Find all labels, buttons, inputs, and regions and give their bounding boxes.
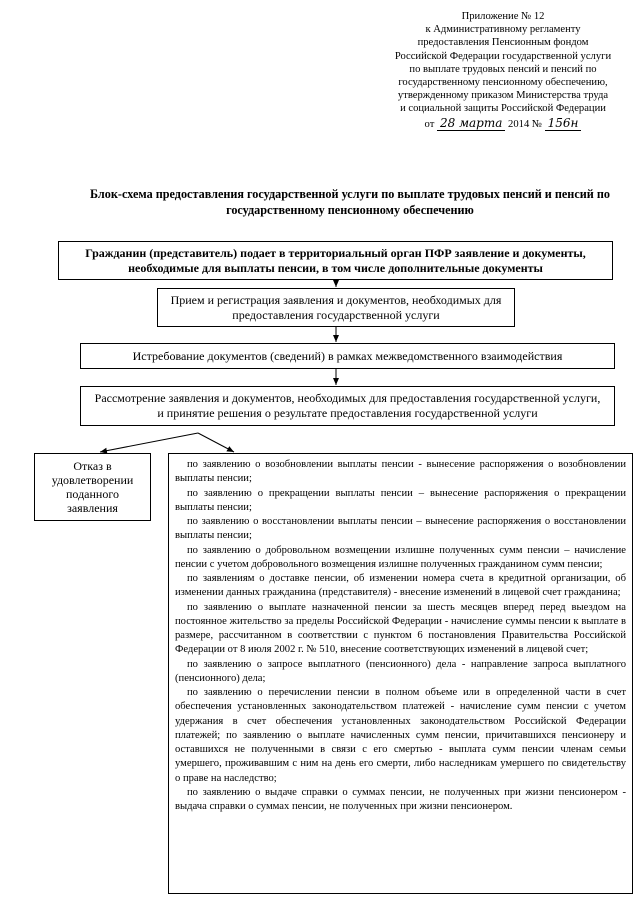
step-refusal xyxy=(34,453,151,521)
date-year: 2014 № xyxy=(508,118,542,130)
step-reception-registration xyxy=(157,288,515,327)
step-document-request xyxy=(80,343,615,369)
appendix-line: и социальной защиты Российской Федерации xyxy=(400,103,606,115)
appendix-line: предоставления Пенсионным фондом xyxy=(417,37,589,49)
action-item: по заявлению о возобновлении выплаты пенсии - вынесение распоряжения о возобновлении выплаты пенсии; xyxy=(175,459,626,485)
arrow-review-to-actions xyxy=(198,433,234,452)
action-item: по заявлению о перечислении пенсии в полном объеме или в определенной части в счет обеспечения установленных законодательством платежей - начисление сумм пенсии с учетом удержания в счет обеспечения установленных законодательством Российской Федерации платежей; по заявлению о выплате начисленных сумм пенсии, причитавшихся пенсионеру и оставшихся не полученными в связи с его смертью - выплата сумм пенсии членам семьи умершего, проживавшим с ним на день его смерти, либо наследникам умершего по свидетельству о праве на наследство; xyxy=(175,687,626,784)
action-item: по заявлению о добровольном возмещении излишне полученных сумм пенсии – начисление пенсии с учетом добровольного возмещения излишне полученных гражданином сумм пенсии; xyxy=(175,544,626,570)
appendix-line: государственному пенсионному обеспечению, xyxy=(398,77,608,89)
step-citizen-application xyxy=(58,241,613,280)
action-item: по заявлению о выдаче справки о суммах пенсии, не полученных при жизни пенсионером - выдача справки о суммах пенсии, не полученных при жизни пенсионером. xyxy=(175,786,626,812)
appendix-line: к Административному регламенту xyxy=(425,24,581,36)
date-prefix: от xyxy=(424,118,435,130)
step-refusal-text: Отказ в удовлетворении поданного заявления xyxy=(51,459,134,515)
arrow-review-to-refusal xyxy=(100,433,198,452)
action-item: по заявлениям о доставке пенсии, об изменении номера счета в кредитной организации, об изменении данных гражданина (представителя) - внесение изменений в лицевой счет гражданина; xyxy=(175,573,626,599)
handwritten-date: 28 марта xyxy=(437,117,505,131)
step-citizen-text: Гражданин (представитель) подает в территориальный орган ПФР заявление и документы, необходимые для выплаты пенсии, в том числе дополнительные документы xyxy=(85,245,586,275)
appendix-date-line xyxy=(372,117,634,131)
appendix-line: Российской Федерации государственной услуги xyxy=(394,50,612,62)
step-actions-list xyxy=(168,453,633,894)
step-reception-text: Прием и регистрация заявления и документов, необходимых для предоставления государственной услуги xyxy=(170,292,502,322)
appendix-header xyxy=(372,10,634,131)
handwritten-number: 156н xyxy=(545,117,582,131)
action-item: по заявлению о восстановлении выплаты пенсии – вынесение распоряжения о восстановлении выплаты пенсии; xyxy=(175,516,626,542)
step-request-text: Истребование документов (сведений) в рамках межведомственного взаимодействия xyxy=(132,348,563,363)
action-item: по заявлению о запросе выплатного (пенсионного) дела - направление запроса выплатного (пенсионного) дела; xyxy=(175,658,626,684)
step-review-decision xyxy=(80,386,615,426)
document-title: Блок-схема предоставления государственной услуги по выплате трудовых пенсий и пенсий по государственному пенсионному обеспечению xyxy=(90,187,610,217)
appendix-line: по выплате трудовых пенсий и пенсий по xyxy=(409,63,597,75)
action-item: по заявлению о выплате назначенной пенсии за шесть месяцев вперед перед выездом на постоянное жительство за пределы Российской Федерации - начисление суммы пенсии к выплате в размере, рассчитанном в соответствии с пунктом 6 постановления Правительства Российской Федерации от 8 июля 2002 г. № 510, внесение соответствующих изменений в лицевой счет; xyxy=(175,601,626,656)
action-item: по заявлению о прекращении выплаты пенсии – вынесение распоряжения о прекращении выплаты пенсии; xyxy=(175,487,626,513)
appendix-line: утвержденному приказом Министерства труда xyxy=(397,90,609,102)
step-review-text: Рассмотрение заявления и документов, необходимых для предоставления государственной услуги, и принятие решения о результате предоставления государственной услуги xyxy=(94,391,601,420)
appendix-line: Приложение № 12 xyxy=(461,11,545,22)
